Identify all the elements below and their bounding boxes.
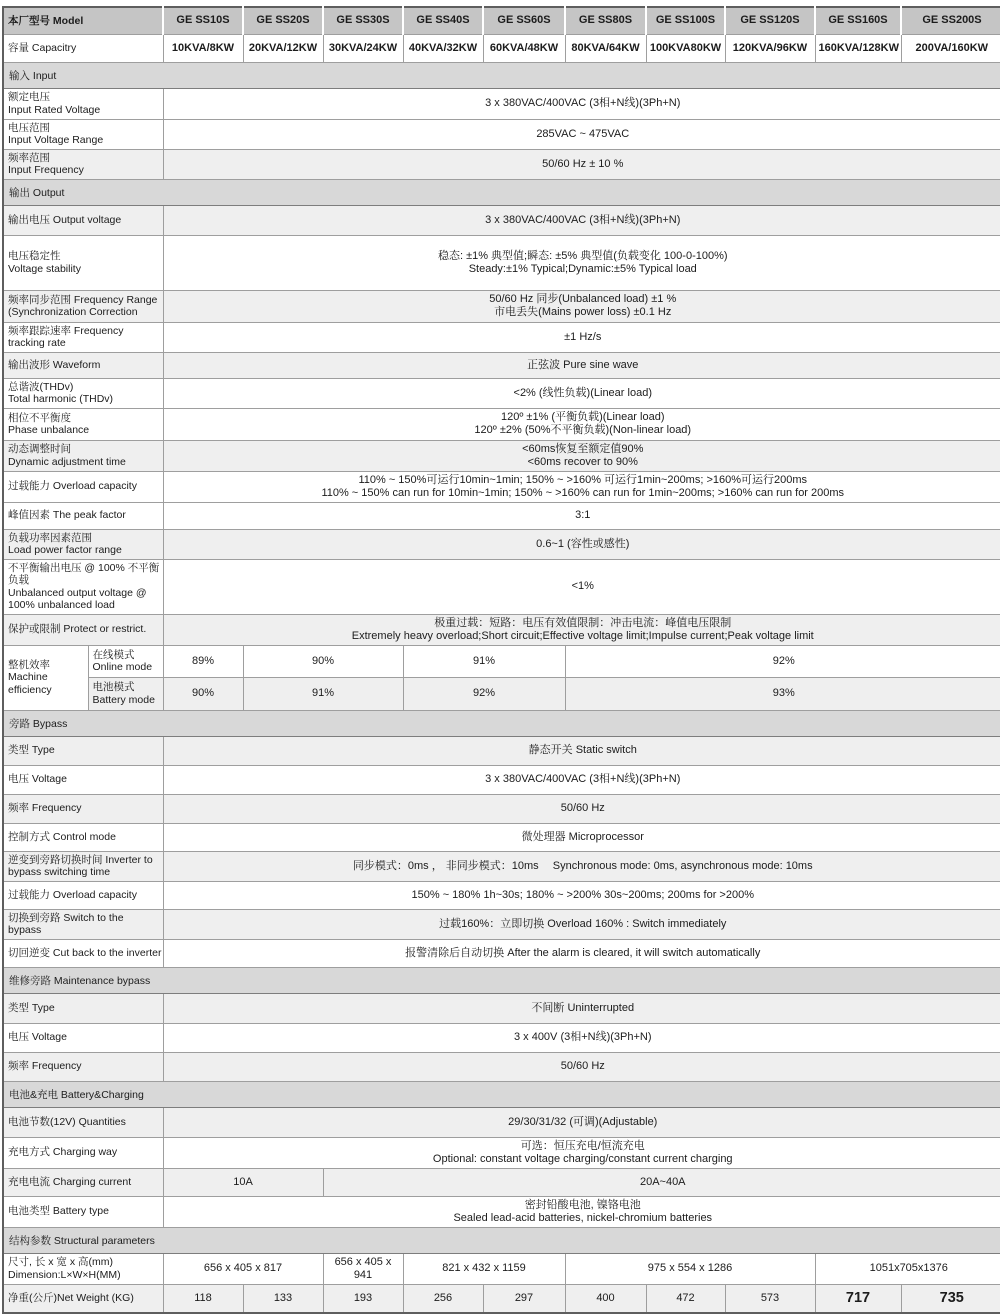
text-line: 类型 Type xyxy=(8,744,55,757)
text-line: ±1 Hz/s xyxy=(564,330,602,343)
table-row xyxy=(3,7,1000,34)
row-label xyxy=(3,352,163,378)
row-label xyxy=(3,559,163,614)
row-value xyxy=(163,794,1000,823)
table-row xyxy=(3,1137,1000,1168)
capacity-cell xyxy=(565,34,646,62)
text-line: 频率跟踪速率 Frequency xyxy=(8,324,124,337)
table-row xyxy=(3,794,1000,823)
efficiency-value xyxy=(403,645,565,677)
row-label xyxy=(3,993,163,1023)
row-label xyxy=(3,502,163,529)
text-line: 结构参数 Structural parameters xyxy=(9,1234,155,1247)
text-line: 稳态: ±1% 典型值;瞬态: ±5% 典型值(负载变化 100-0-100%) xyxy=(437,249,728,262)
efficiency-value xyxy=(565,677,1000,710)
row-value xyxy=(163,235,1000,290)
text-line: 656 x 405 x 941 xyxy=(334,1255,392,1281)
text-line: 89% xyxy=(191,654,215,667)
row-value xyxy=(163,529,1000,559)
capacity-cell xyxy=(403,34,483,62)
row-label xyxy=(3,322,163,352)
row-label xyxy=(3,205,163,235)
text-line: 电池节数(12V) Quantities xyxy=(8,1115,126,1128)
text-line: 193 xyxy=(353,1291,373,1304)
text-line: 频率范围 xyxy=(8,151,50,164)
row-value xyxy=(163,290,1000,322)
row-label xyxy=(3,34,163,62)
table-row xyxy=(3,736,1000,765)
text-line: 电压 Voltage xyxy=(8,773,67,786)
model-header xyxy=(725,7,815,34)
text-line: 975 x 554 x 1286 xyxy=(647,1262,733,1274)
table-row xyxy=(3,993,1000,1023)
text-line: 110% ~ 150%可运行10min~1min; 150% ~ >160% 可运行1min~200ms; >160%可运行200ms xyxy=(358,473,808,486)
section-header xyxy=(3,967,1000,993)
text-line: 120KVA/96KW xyxy=(732,41,808,54)
row-value xyxy=(163,736,1000,765)
text-line: 256 xyxy=(433,1291,453,1304)
text-line: 118 xyxy=(194,1291,212,1304)
model-header xyxy=(483,7,565,34)
text-line: Extremely heavy overload;Short circuit;Effective voltage limit;Impulse current;Peak voltage limit xyxy=(351,629,814,642)
text-line: <1% xyxy=(571,580,594,592)
table-row xyxy=(3,823,1000,851)
text-line: 输出 Output xyxy=(9,186,65,199)
table-row xyxy=(3,881,1000,909)
text-line: 峰值因素 The peak factor xyxy=(8,509,126,522)
row-value xyxy=(323,1253,403,1284)
text-line: 91% xyxy=(311,687,335,699)
row-label xyxy=(3,7,163,34)
section-header xyxy=(3,62,1000,88)
section-header xyxy=(3,710,1000,736)
table-row xyxy=(3,939,1000,967)
row-label xyxy=(3,851,163,881)
table-row xyxy=(3,34,1000,62)
row-label xyxy=(3,529,163,559)
row-value xyxy=(163,471,1000,502)
table-row xyxy=(3,502,1000,529)
text-line: 频率 Frequency xyxy=(8,802,82,815)
text-line: 密封铅酸电池, 镍铬电池 xyxy=(524,1198,641,1211)
row-value xyxy=(163,149,1000,179)
row-value xyxy=(163,352,1000,378)
text-line: 切回逆变 Cut back to the inverter xyxy=(8,946,162,959)
text-line: GE SS30S xyxy=(336,14,390,27)
section-row xyxy=(3,967,1000,993)
table-row xyxy=(3,322,1000,352)
text-line: 3 x 400V (3相+N线)(3Ph+N) xyxy=(513,1031,652,1043)
table-row xyxy=(3,1023,1000,1052)
text-line: 输出波形 Waveform xyxy=(8,358,101,371)
row-label xyxy=(3,1168,163,1196)
text-line: 285VAC ~ 475VAC xyxy=(536,127,630,140)
capacity-cell xyxy=(163,34,243,62)
text-line: 电池类型 Battery type xyxy=(8,1205,109,1218)
text-line: 本厂型号 Model xyxy=(8,14,84,27)
row-label xyxy=(3,440,163,471)
row-value xyxy=(163,440,1000,471)
text-line: 电压 Voltage xyxy=(8,1031,67,1044)
row-value xyxy=(163,408,1000,440)
text-line: 150% ~ 180% 1h~30s; 180% ~ >200% 30s~200ms; 200ms for >200% xyxy=(411,888,754,901)
row-label xyxy=(3,909,163,939)
table-row xyxy=(3,1107,1000,1137)
text-line: 充电方式 Charging way xyxy=(8,1146,118,1159)
text-line: 类型 Type xyxy=(8,1001,55,1014)
row-value xyxy=(163,88,1000,119)
capacity-cell xyxy=(725,34,815,62)
text-line: bypass switching time xyxy=(8,866,111,878)
text-line: 可选：恒压充电/恒流充电 xyxy=(520,1139,645,1152)
text-line: 472 xyxy=(676,1291,695,1304)
text-line: Voltage stability xyxy=(8,262,81,275)
text-line: Steady:±1% Typical;Dynamic:±5% Typical load xyxy=(468,262,697,275)
efficiency-value xyxy=(163,677,243,710)
row-label xyxy=(3,1253,163,1284)
text-line: 3 x 380VAC/400VAC (3相+N线)(3Ph+N) xyxy=(485,97,681,109)
capacity-cell xyxy=(323,34,403,62)
text-line: Battery mode xyxy=(92,693,155,706)
text-line: <60ms恢复至额定值90% xyxy=(522,442,644,455)
text-line: GE SS10S xyxy=(176,14,230,27)
text-line: 297 xyxy=(514,1291,534,1304)
text-line: 同步模式：0ms ， 非同步模式：10ms Synchronous mode: 0ms, asynchronous mode: 10ms xyxy=(352,859,813,872)
row-value xyxy=(163,1196,1000,1227)
text-line: GE SS60S xyxy=(497,14,551,27)
text-line: efficiency xyxy=(8,683,52,696)
text-line: Input Voltage Range xyxy=(8,134,104,146)
row-label xyxy=(3,1196,163,1227)
capacity-cell xyxy=(901,34,1000,62)
text-line: 电池&充电 Battery&Charging xyxy=(9,1088,144,1101)
model-header xyxy=(815,7,901,34)
row-label xyxy=(3,645,88,710)
text-line: 微处理器 Microprocessor xyxy=(521,830,644,843)
table-row xyxy=(3,1253,1000,1284)
text-line: 656 x 405 x 817 xyxy=(203,1262,283,1274)
text-line: GE SS80S xyxy=(578,14,633,27)
row-label xyxy=(3,471,163,502)
section-row xyxy=(3,1081,1000,1107)
text-line: 静态开关 Static switch xyxy=(528,744,637,756)
table-row xyxy=(3,765,1000,794)
text-line: 负载功率因素范围 xyxy=(8,531,92,544)
text-line: 110% ~ 150% can run for 10min~1min; 150% ~ >160% can run for 1min~200ms; >160% can run for 200ms xyxy=(321,486,845,499)
text-line: 50/60 Hz ± 10 % xyxy=(542,157,624,170)
text-line: 过载能力 Overload capacity xyxy=(8,480,137,493)
text-line: 120º ±2% (50%不平衡负载)(Non-linear load) xyxy=(474,424,692,436)
text-line: Dynamic adjustment time xyxy=(8,455,126,468)
row-value xyxy=(163,205,1000,235)
text-line: 133 xyxy=(273,1291,293,1304)
row-value xyxy=(163,993,1000,1023)
text-line: 3:1 xyxy=(575,509,591,521)
text-line: 60KVA/48KW xyxy=(489,41,559,54)
table-row xyxy=(3,1168,1000,1196)
text-line: 极重过载：短路：电压有效值限制：冲击电流：峰值电压限制 xyxy=(434,616,732,629)
text-line: 过载能力 Overload capacity xyxy=(8,888,137,901)
model-header xyxy=(646,7,725,34)
text-line: 10A xyxy=(233,1175,253,1188)
table-row xyxy=(3,88,1000,119)
text-line: 切换到旁路 Switch to the xyxy=(8,911,124,924)
row-value xyxy=(163,823,1000,851)
text-line: 尺寸, 长 x 宽 x 高(mm) xyxy=(8,1256,113,1268)
section-header xyxy=(3,179,1000,205)
text-line: 92% xyxy=(472,687,496,699)
text-line: 频率 Frequency xyxy=(8,1060,82,1073)
model-header xyxy=(323,7,403,34)
row-value xyxy=(163,1107,1000,1137)
text-line: 100KVA80KW xyxy=(649,41,722,54)
row-label xyxy=(3,939,163,967)
text-line: GE SS20S xyxy=(256,14,310,27)
text-line: <60ms recover to 90% xyxy=(527,455,638,468)
text-line: 逆变到旁路切换时间 Inverter to xyxy=(8,853,153,866)
text-line: 输入 Input xyxy=(9,69,57,82)
text-line: 717 xyxy=(845,1289,871,1306)
text-line: 正弦波 Pure sine wave xyxy=(527,358,639,371)
table-row xyxy=(3,1052,1000,1081)
row-label xyxy=(3,1107,163,1137)
text-line: 80KVA/64KW xyxy=(571,41,640,54)
text-line: 10KVA/8KW xyxy=(171,41,235,54)
table-row xyxy=(3,149,1000,179)
table-row xyxy=(3,119,1000,149)
text-line: 200VA/160KW xyxy=(915,41,989,54)
text-line: GE SS40S xyxy=(416,14,470,27)
text-line: tracking rate xyxy=(8,337,66,349)
text-line: 821 x 432 x 1159 xyxy=(442,1262,526,1274)
model-header xyxy=(243,7,323,34)
text-line: 相位不平衡度 xyxy=(8,411,71,424)
text-line: 20A~40A xyxy=(639,1175,686,1188)
text-line: 20KVA/12KW xyxy=(248,41,318,54)
text-line: 旁路 Bypass xyxy=(9,717,68,730)
row-value xyxy=(163,765,1000,794)
row-value xyxy=(163,559,1000,614)
text-line: 30KVA/24KW xyxy=(328,41,398,54)
table-row xyxy=(3,851,1000,881)
table-row xyxy=(3,677,1000,710)
text-line: 充电电流 Charging current xyxy=(8,1175,132,1188)
text-line: 频率同步范围 Frequency Range xyxy=(8,293,158,306)
text-line: Dimension:L×W×H(MM) xyxy=(8,1268,121,1281)
text-line: 电压范围 xyxy=(8,121,50,134)
table-row xyxy=(3,352,1000,378)
text-line: (Synchronization Correction xyxy=(8,306,138,318)
row-value xyxy=(163,1023,1000,1052)
text-line: Sealed lead-acid batteries, nickel-chromium batteries xyxy=(453,1211,713,1224)
table-row xyxy=(3,235,1000,290)
row-value xyxy=(163,939,1000,967)
row-value xyxy=(163,1052,1000,1081)
row-label xyxy=(3,119,163,149)
text-line: 120º ±1% (平衡负载)(Linear load) xyxy=(500,411,665,423)
text-line: Machine xyxy=(8,671,48,684)
text-line: 91% xyxy=(472,654,496,667)
text-line: 电压稳定性 xyxy=(8,250,61,262)
row-value xyxy=(163,1168,323,1196)
text-line: 不间断 Uninterrupted xyxy=(531,1001,635,1014)
row-value xyxy=(403,1253,565,1284)
text-line: 50/60 Hz xyxy=(560,802,605,814)
text-line: 保护或限制 Protect or restrict. xyxy=(8,623,147,636)
capacity-cell xyxy=(646,34,725,62)
text-line: Input Frequency xyxy=(8,164,84,176)
section-row xyxy=(3,1227,1000,1253)
text-line: 控制方式 Control mode xyxy=(8,830,116,843)
section-row xyxy=(3,62,1000,88)
row-value xyxy=(815,1253,1000,1284)
section-row xyxy=(3,710,1000,736)
text-line: 735 xyxy=(939,1289,964,1306)
row-value xyxy=(565,1253,815,1284)
section-header xyxy=(3,1227,1000,1253)
efficiency-value xyxy=(403,677,565,710)
row-label xyxy=(3,378,163,408)
model-header xyxy=(565,7,646,34)
text-line: 维修旁路 Maintenance bypass xyxy=(9,974,151,987)
row-value xyxy=(323,1168,1000,1196)
row-label xyxy=(3,823,163,851)
table-row xyxy=(3,529,1000,559)
table-row xyxy=(3,559,1000,614)
table-row xyxy=(3,205,1000,235)
capacity-cell xyxy=(815,34,901,62)
row-label xyxy=(3,1052,163,1081)
text-line: 报警清除后自动切换 After the alarm is cleared, it will switch automatically xyxy=(405,946,761,959)
text-line: 0.6~1 (容性或感性) xyxy=(536,537,630,550)
table-row xyxy=(3,645,1000,677)
model-header xyxy=(163,7,243,34)
text-line: 输出电压 Output voltage xyxy=(8,213,122,226)
text-line: GE SS100S xyxy=(655,14,716,27)
text-line: Load power factor range xyxy=(8,544,122,556)
row-label xyxy=(3,290,163,322)
text-line: 负载 xyxy=(8,574,29,586)
text-line: GE SS200S xyxy=(922,14,982,27)
row-label xyxy=(3,149,163,179)
model-header xyxy=(901,7,1000,34)
text-line: Input Rated Voltage xyxy=(8,103,101,116)
text-line: 50/60 Hz xyxy=(560,1060,605,1072)
text-line: Optional: constant voltage charging/constant current charging xyxy=(432,1152,733,1165)
capacity-cell xyxy=(243,34,323,62)
text-line: Unbalanced output voltage @ xyxy=(8,586,147,599)
text-line: 90% xyxy=(191,687,215,699)
text-line: 29/30/31/32 (可调)(Adjustable) xyxy=(508,1115,658,1128)
row-label xyxy=(3,88,163,119)
row-label xyxy=(3,614,163,645)
row-value xyxy=(163,881,1000,909)
row-value xyxy=(163,378,1000,408)
row-label xyxy=(3,765,163,794)
text-line: Phase unbalance xyxy=(8,424,90,436)
row-label xyxy=(3,794,163,823)
text-line: 400 xyxy=(596,1291,615,1304)
text-line: 过载160%：立即切换 Overload 160% : Switch immediately xyxy=(439,917,727,930)
spec-table xyxy=(2,6,1000,1314)
row-label xyxy=(3,1137,163,1168)
text-line: 总谐波(THDv) xyxy=(8,380,74,393)
row-label xyxy=(3,408,163,440)
text-line: 100% unbalanced load xyxy=(8,599,115,611)
table-row xyxy=(3,471,1000,502)
table-row xyxy=(3,1196,1000,1227)
table-row xyxy=(3,290,1000,322)
row-label xyxy=(3,1023,163,1052)
row-value xyxy=(163,1253,323,1284)
text-line: 93% xyxy=(772,687,795,699)
text-line: 50/60 Hz 同步(Unbalanced load) ±1 % xyxy=(489,293,677,305)
text-line: 电池模式 xyxy=(92,681,135,693)
efficiency-value xyxy=(163,645,243,677)
text-line: Total harmonic (THDv) xyxy=(8,393,114,405)
text-line: <2% (线性负载)(Linear load) xyxy=(513,386,652,399)
row-value xyxy=(163,909,1000,939)
text-line: 40KVA/32KW xyxy=(408,41,478,54)
text-line: bypass xyxy=(8,924,42,936)
text-line: 92% xyxy=(772,654,795,667)
table-row xyxy=(3,378,1000,408)
row-value xyxy=(163,1137,1000,1168)
text-line: 3 x 380VAC/400VAC (3相+N线)(3Ph+N) xyxy=(485,213,681,226)
row-value xyxy=(163,851,1000,881)
row-label xyxy=(3,235,163,290)
text-line: 动态调整时间 xyxy=(8,443,71,455)
text-line: 整机效率 xyxy=(8,658,50,671)
text-line: 额定电压 xyxy=(8,91,50,103)
row-value xyxy=(163,322,1000,352)
row-sublabel xyxy=(88,677,163,710)
table-row xyxy=(3,614,1000,645)
table-row xyxy=(3,408,1000,440)
text-line: 净重(公斤)Net Weight (KG) xyxy=(8,1292,134,1304)
efficiency-value xyxy=(243,645,403,677)
text-line: GE SS120S xyxy=(740,14,800,27)
text-line: 160KVA/128KW xyxy=(818,41,899,54)
row-value xyxy=(163,502,1000,529)
efficiency-value xyxy=(243,677,403,710)
text-line: 573 xyxy=(760,1291,780,1304)
table-row xyxy=(3,909,1000,939)
section-header xyxy=(3,1081,1000,1107)
capacity-cell xyxy=(483,34,565,62)
row-value xyxy=(163,614,1000,645)
row-sublabel xyxy=(88,645,163,677)
text-line: 在线模式 xyxy=(92,648,135,661)
text-line: 1051x705x1376 xyxy=(869,1262,948,1274)
section-row xyxy=(3,179,1000,205)
text-line: 市电丢失(Mains power loss) ±0.1 Hz xyxy=(494,306,672,318)
text-line: 不平衡输出电压 @ 100% 不平衡 xyxy=(8,561,160,574)
text-line: 容量 Capacitry xyxy=(8,41,77,54)
text-line: 90% xyxy=(311,654,335,667)
text-line: GE SS160S xyxy=(828,14,888,27)
efficiency-value xyxy=(565,645,1000,677)
table-row xyxy=(3,440,1000,471)
row-label xyxy=(3,881,163,909)
text-line: 3 x 380VAC/400VAC (3相+N线)(3Ph+N) xyxy=(485,773,681,785)
row-label xyxy=(3,736,163,765)
model-header xyxy=(403,7,483,34)
text-line: Online mode xyxy=(92,661,153,673)
row-value xyxy=(163,119,1000,149)
